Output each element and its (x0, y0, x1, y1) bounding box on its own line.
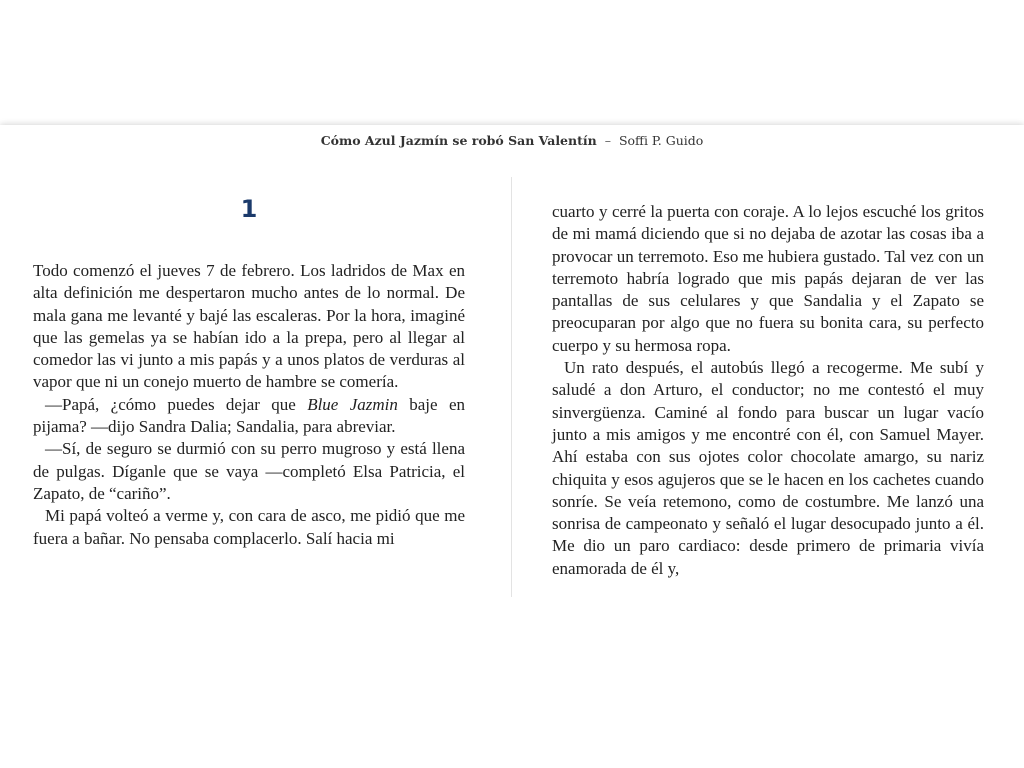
chapter-number: 1 (240, 195, 258, 223)
dialogue-text: —Papá, ¿cómo puedes dejar que (45, 394, 308, 414)
paragraph: cuarto y cerré la puerta con coraje. A lo lejos escuché los gritos de mi mamá diciendo que si no dejaba de azotar las cosas iba a provocar un terremoto. Eso me hubiera gustado. Tal vez con un terremoto habría logrado que mis papás dejaran de ver las pantallas de sus celulares y que Sandalia y el Zapato se preocuparan por algo que no fuera su bonita cara, su perfecto cuerpo y su hermosa ropa. (552, 202, 984, 355)
italic-name: Blue Jazmin (307, 394, 398, 414)
paragraph: Mi papá volteó a verme y, con cara de asco, me pidió que me fuera a bañar. No pensaba complacerlo. Salí hacia mi (33, 506, 465, 548)
book-title: Cómo Azul Jazmín se robó San Valentín (320, 133, 597, 148)
paragraph: —Sí, de seguro se durmió con su perro mugroso y está llena de pulgas. Díganle que se vaya —completó Elsa Patricia, el Zapato, de “cariño”. (33, 439, 465, 503)
dialogue-text: baje en pijama? —dijo Sandra Dalia; Sandalia, para abreviar. (33, 394, 465, 437)
header-separator: – (604, 133, 611, 148)
right-page[interactable] (552, 201, 984, 580)
paragraph (33, 394, 465, 439)
running-header (0, 133, 1024, 148)
ebook-reader-viewport[interactable] (0, 125, 1024, 640)
author-name: Soffi P. Guido (618, 133, 704, 148)
top-blank-area (0, 0, 1024, 125)
left-page[interactable] (33, 260, 465, 550)
paragraph: Todo comenzó el jueves 7 de febrero. Los ladridos de Max en alta definición me despertaron mucho antes de lo normal. De mala gana me levanté y bajé las escaleras. Por la hora, imaginé que las gemelas ya se habían ido a la prepa, pero al llegar al comedor las vi junto a mis papás y a unos platos de verduras al vapor que ni un conejo muerto de hambre se comería. (33, 261, 465, 392)
paragraph: Un rato después, el autobús llegó a recogerme. Me subí y saludé a don Arturo, el conductor; no me contestó el muy sinvergüenza. Caminé al fondo para buscar un lugar vacío junto a mis amigos y me encontré con él, con Samuel Mayer. Ahí estaba con sus ojotes color chocolate amargo, su nariz chiquita y esos agujeros que se le hacen en los cachetes cuando sonríe. Se veía retemono, como de costumbre. Me lanzó una sonrisa de campeonato y señaló el lugar desocupado junto a él. Me dio un paro cardiaco: desde primero de primaria vivía enamorada de él y, (552, 358, 984, 578)
bottom-blank-area (0, 640, 1024, 768)
page-divider (511, 177, 512, 597)
